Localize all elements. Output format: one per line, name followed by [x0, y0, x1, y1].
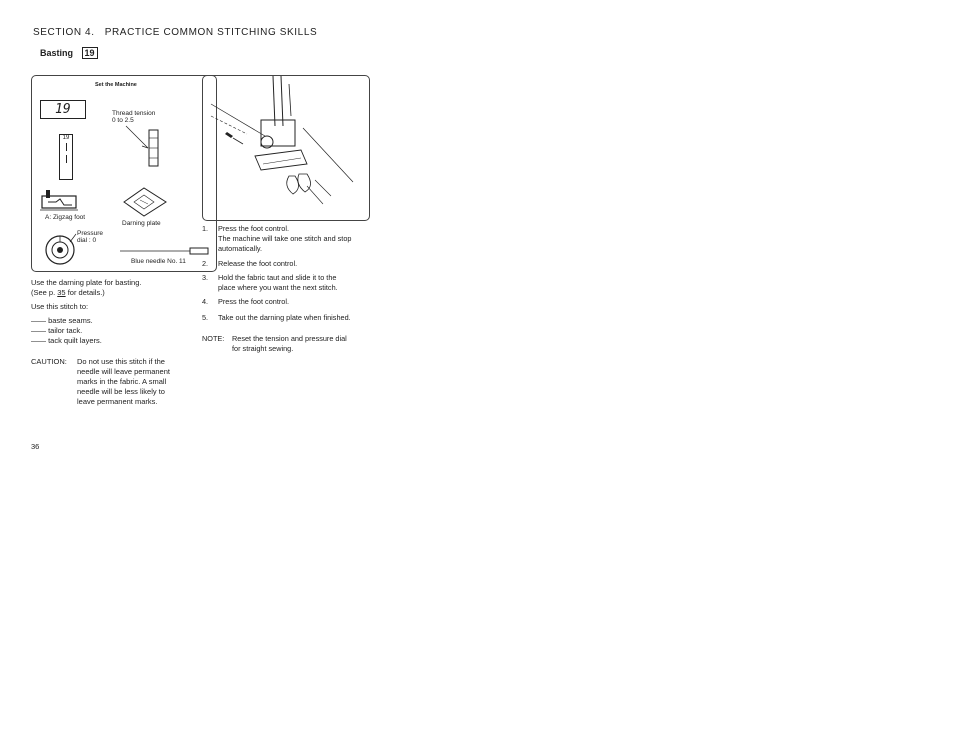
- set-machine-panel: [31, 75, 217, 272]
- step-5: 5. Take out the darning plate when finished.: [202, 313, 351, 322]
- zigzag-foot-label: A: Zigzag foot: [45, 214, 86, 221]
- note: NOTE: Reset the tension and pressure dial for straight sewing.: [202, 334, 347, 353]
- pressure-dial-icon: [42, 232, 78, 268]
- section-title: PRACTICE COMMON STITCHING SKILLS: [104, 27, 318, 38]
- pattern-number-badge: 19: [82, 47, 98, 59]
- step-3: 3. Hold the fabric taut and slide it to the place where you want the next stitch.: [202, 273, 338, 292]
- page-number: 36: [31, 442, 40, 451]
- thread-tension-value: 0 to 2.5: [112, 117, 134, 124]
- step-1: 1. Press the foot control. The machine will take one stitch and stop automatically.: [202, 224, 352, 253]
- darning-plate-label: Darning plate: [122, 220, 161, 227]
- step-4: 4. Press the foot control.: [202, 297, 289, 306]
- list-item: —— tack quilt layers.: [31, 336, 102, 345]
- use-list: [31, 316, 102, 346]
- selector-value: 19: [62, 135, 70, 141]
- pressure-label: Pressure dial : 0: [77, 230, 104, 244]
- pressure-value: dial : 0: [77, 237, 97, 244]
- subsection-name: Basting: [40, 48, 74, 58]
- zigzag-foot-icon: [38, 188, 82, 214]
- section-number: SECTION 4.: [33, 27, 95, 38]
- note-label: NOTE:: [202, 334, 225, 343]
- darning-plate-icon: [120, 186, 170, 218]
- sewing-illustration-panel: [202, 75, 370, 221]
- display-value: 19: [55, 102, 71, 117]
- set-machine-title: Set the Machine: [95, 82, 137, 88]
- needle-icon: [120, 246, 210, 256]
- step-2: 2. Release the foot control.: [202, 259, 298, 268]
- use-label: Use this stitch to:: [31, 302, 89, 311]
- pattern-selector: [59, 134, 73, 180]
- subsection-title: [40, 47, 98, 59]
- section-header: [33, 27, 317, 38]
- tension-dial-icon: [124, 124, 164, 172]
- presser-foot-illustration-icon: [203, 76, 369, 220]
- thread-tension-label: Thread tension 0 to 2.5: [112, 110, 156, 124]
- pattern-display: [40, 100, 86, 119]
- basting-intro: Use the darning plate for basting. (See p. 35 for details.): [31, 278, 142, 297]
- page-reference-link: 35: [57, 288, 66, 297]
- list-item: —— baste seams.: [31, 316, 93, 325]
- caution-label: CAUTION:: [31, 357, 67, 366]
- needle-label: Blue needle No. 11: [131, 258, 186, 265]
- list-item: —— tailor tack.: [31, 326, 83, 335]
- caution-text: Do not use this stitch if the needle will leave permanent marks in the fabric. A small needle will be less likely to leave permanent marks.: [77, 357, 170, 406]
